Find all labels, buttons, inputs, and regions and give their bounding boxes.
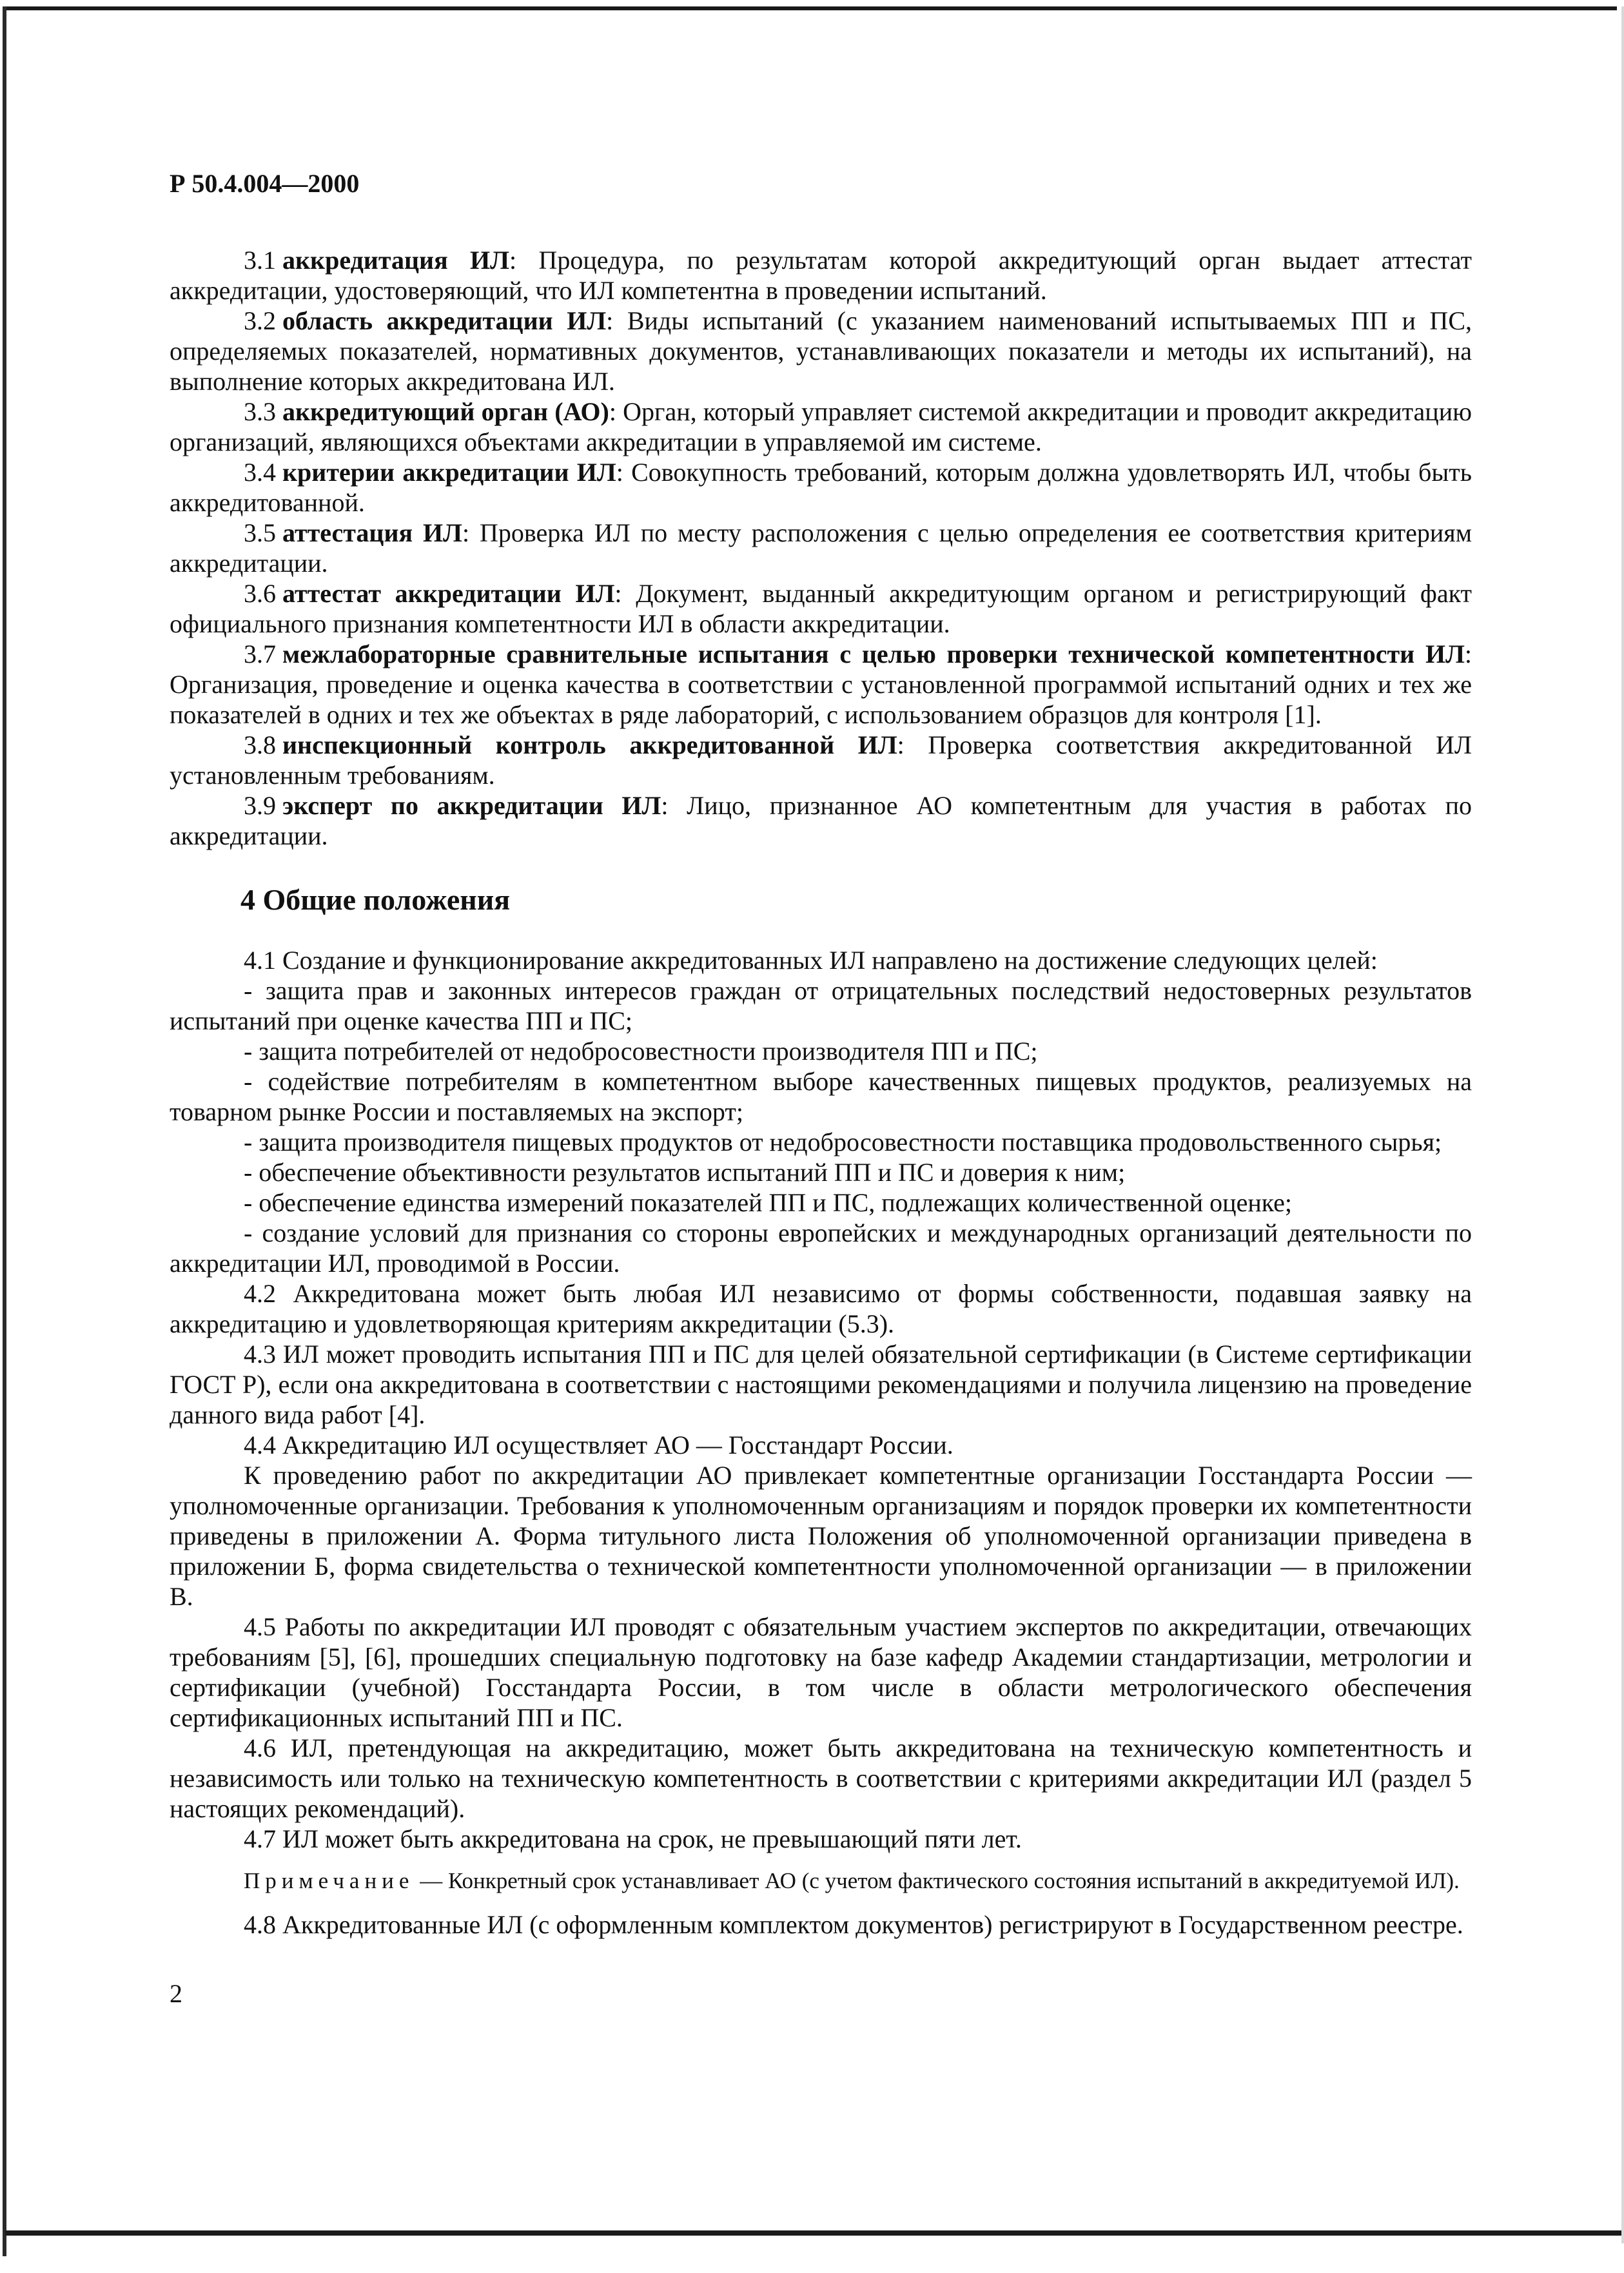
definition-3-5 (170, 518, 1472, 578)
document-page (170, 168, 1472, 2009)
list-item: - обеспечение единства измерений показателей ПП и ПС, подлежащих количественной оценке; (244, 1188, 1293, 1217)
page-number: 2 (170, 1979, 182, 2008)
definition-number: 3.1 (244, 246, 276, 275)
definition-text: : Документ, выданный аккредитующим органом и регистрирующий факт официального признания компетентности ИЛ в области аккредитации. (170, 579, 1472, 638)
document-code: Р 50.4.004—2000 (170, 169, 360, 198)
paragraph-4-3: 4.3 ИЛ может проводить испытания ПП и ПС для целей обязательной сертификации (в Системе сертификации ГОСТ Р), если она аккредитована в соответствии с настоящими рекомендациями и получила лицензию на проведение данного вида работ [4]. (170, 1340, 1472, 1429)
section-4-heading: 4 Общие положения (240, 883, 511, 916)
note (170, 1867, 1472, 1895)
definition-number: 3.3 (244, 397, 276, 426)
definition-term: межлабораторные сравнительные испытания с целью проверки технической компетентности ИЛ (282, 639, 1465, 668)
definition-3-3 (170, 396, 1472, 457)
definition-term: область аккредитации ИЛ (282, 306, 607, 335)
definition-term: эксперт по аккредитации ИЛ (282, 791, 661, 820)
definition-number: 3.6 (244, 579, 276, 608)
definition-term: аттестация ИЛ (282, 518, 462, 547)
paragraph-4-5: 4.5 Работы по аккредитации ИЛ проводят с обязательным участием экспертов по аккредитации, отвечающих требованиям [5], [6], прошедших специальную подготовку на базе кафедр Академии стандартизации, метрологии и сертификации (учебной) Госстандарта России, в том числе в области метрологического обеспечения сертификационных испытаний ПП и ПС. (170, 1612, 1472, 1732)
definition-text: : Процедура, по результатам которой аккредитующий орган выдает аттестат аккредитации, удостоверяющий, что ИЛ компетентна в проведении испытаний. (170, 246, 1472, 305)
definition-number: 3.2 (244, 306, 276, 335)
list-item: - защита потребителей от недобросовестности производителя ПП и ПС; (244, 1037, 1038, 1066)
paragraph-4-7: 4.7 ИЛ может быть аккредитована на срок, не превышающий пяти лет. (244, 1824, 1022, 1853)
definition-number: 3.7 (244, 639, 276, 668)
definition-number: 3.9 (244, 791, 276, 820)
paragraph-4-6: 4.6 ИЛ, претендующая на аккредитацию, может быть аккредитована на техническую компетентность и независимость или только на техническую компетентность в соответствии с критериями аккредитации ИЛ (раздел 5 настоящих рекомендаций). (170, 1733, 1472, 1823)
list-item: - создание условий для признания со стороны европейских и международных организаций деятельности по аккредитации ИЛ, проводимой в России. (170, 1218, 1472, 1278)
definition-text: : Организация, проведение и оценка качества в соответствии с установленной программой испытаний одних и тех же показателей в одних и тех же объектах в ряде лабораторий, с использованием образцов для контроля [1]. (170, 639, 1472, 729)
scan-border-left (3, 6, 6, 2256)
scan-border-bottom (5, 2230, 1623, 2236)
paragraph-4-2: 4.2 Аккредитована может быть любая ИЛ независимо от формы собственности, подавшая заявку на аккредитацию и удовлетворяющая критериям аккредитации (5.3). (170, 1279, 1472, 1338)
definition-term: критерии аккредитации ИЛ (282, 458, 616, 487)
paragraph-4-1: 4.1 Создание и функционирование аккредитованных ИЛ направлено на достижение следующих целей: (244, 946, 1378, 975)
note-text: — Конкретный срок устанавливает АО (с учетом фактического состояния испытаний в аккредитуемой ИЛ). (414, 1868, 1460, 1893)
definition-text: : Орган, который управляет системой аккредитации и проводит аккредитацию организаций, являющихся объектами аккредитации в управляемой им системе. (170, 397, 1472, 456)
scan-border-right (1621, 6, 1624, 2243)
paragraph-4-4: 4.4 Аккредитацию ИЛ осуществляет АО — Госстандарт России. (244, 1430, 954, 1459)
definition-number: 3.5 (244, 518, 276, 547)
definition-term: аккредитующий орган (АО) (282, 397, 609, 426)
definition-3-1 (170, 245, 1472, 306)
definition-3-9 (170, 790, 1472, 851)
definition-3-8 (170, 730, 1472, 790)
paragraph-4-8: 4.8 Аккредитованные ИЛ (с оформленным комплектом документов) регистрируют в Государственном реестре. (244, 1910, 1463, 1939)
definition-text: : Виды испытаний (с указанием наименований испытываемых ПП и ПС, определяемых показателей, нормативных документов, устанавливающих показатели и методы их испытаний), на выполнение которых аккредитована ИЛ. (170, 306, 1472, 396)
definition-term: аккредитация ИЛ (282, 246, 509, 275)
definition-3-4 (170, 457, 1472, 518)
note-label: Примечание (244, 1868, 415, 1893)
list-item: - защита производителя пищевых продуктов от недобросовестности поставщика продовольственного сырья; (244, 1127, 1442, 1156)
definition-term: аттестат аккредитации ИЛ (282, 579, 615, 608)
list-item: - содействие потребителям в компетентном выборе качественных пищевых продуктов, реализуемых на товарном рынке России и поставляемых на экспорт; (170, 1067, 1472, 1126)
definition-text: : Лицо, признанное АО компетентным для участия в работах по аккредитации. (170, 791, 1472, 850)
definition-text: : Проверка ИЛ по месту расположения с целью определения ее соответствия критериям аккредитации. (170, 518, 1472, 578)
definition-3-6 (170, 578, 1472, 639)
definition-number: 3.8 (244, 730, 276, 759)
definition-text: : Проверка соответствия аккредитованной ИЛ установленным требованиям. (170, 730, 1472, 790)
paragraph-4-4-continued: К проведению работ по аккредитации АО привлекает компетентные организации Госстандарта России — уполномоченные организации. Требования к уполномоченным организациям и порядок проверки их компетентности приведены в приложении А. Форма титульного листа Положения об уполномоченной организации приведена в приложении Б, форма свидетельства о технической компетентности уполномоченной организации — в приложении В. (170, 1461, 1472, 1611)
list-item: - обеспечение объективности результатов испытаний ПП и ПС и доверия к ним; (244, 1158, 1126, 1187)
scan-border-top (5, 6, 1617, 10)
definition-number: 3.4 (244, 458, 276, 487)
definition-text: : Совокупность требований, которым должна удовлетворять ИЛ, чтобы быть аккредитованной. (170, 458, 1472, 517)
definition-3-2 (170, 306, 1472, 396)
definition-3-7 (170, 639, 1472, 730)
list-item: - защита прав и законных интересов граждан от отрицательных последствий недостоверных результатов испытаний при оценке качества ПП и ПС; (170, 976, 1472, 1035)
definition-term: инспекционный контроль аккредитованной ИЛ (282, 730, 897, 759)
